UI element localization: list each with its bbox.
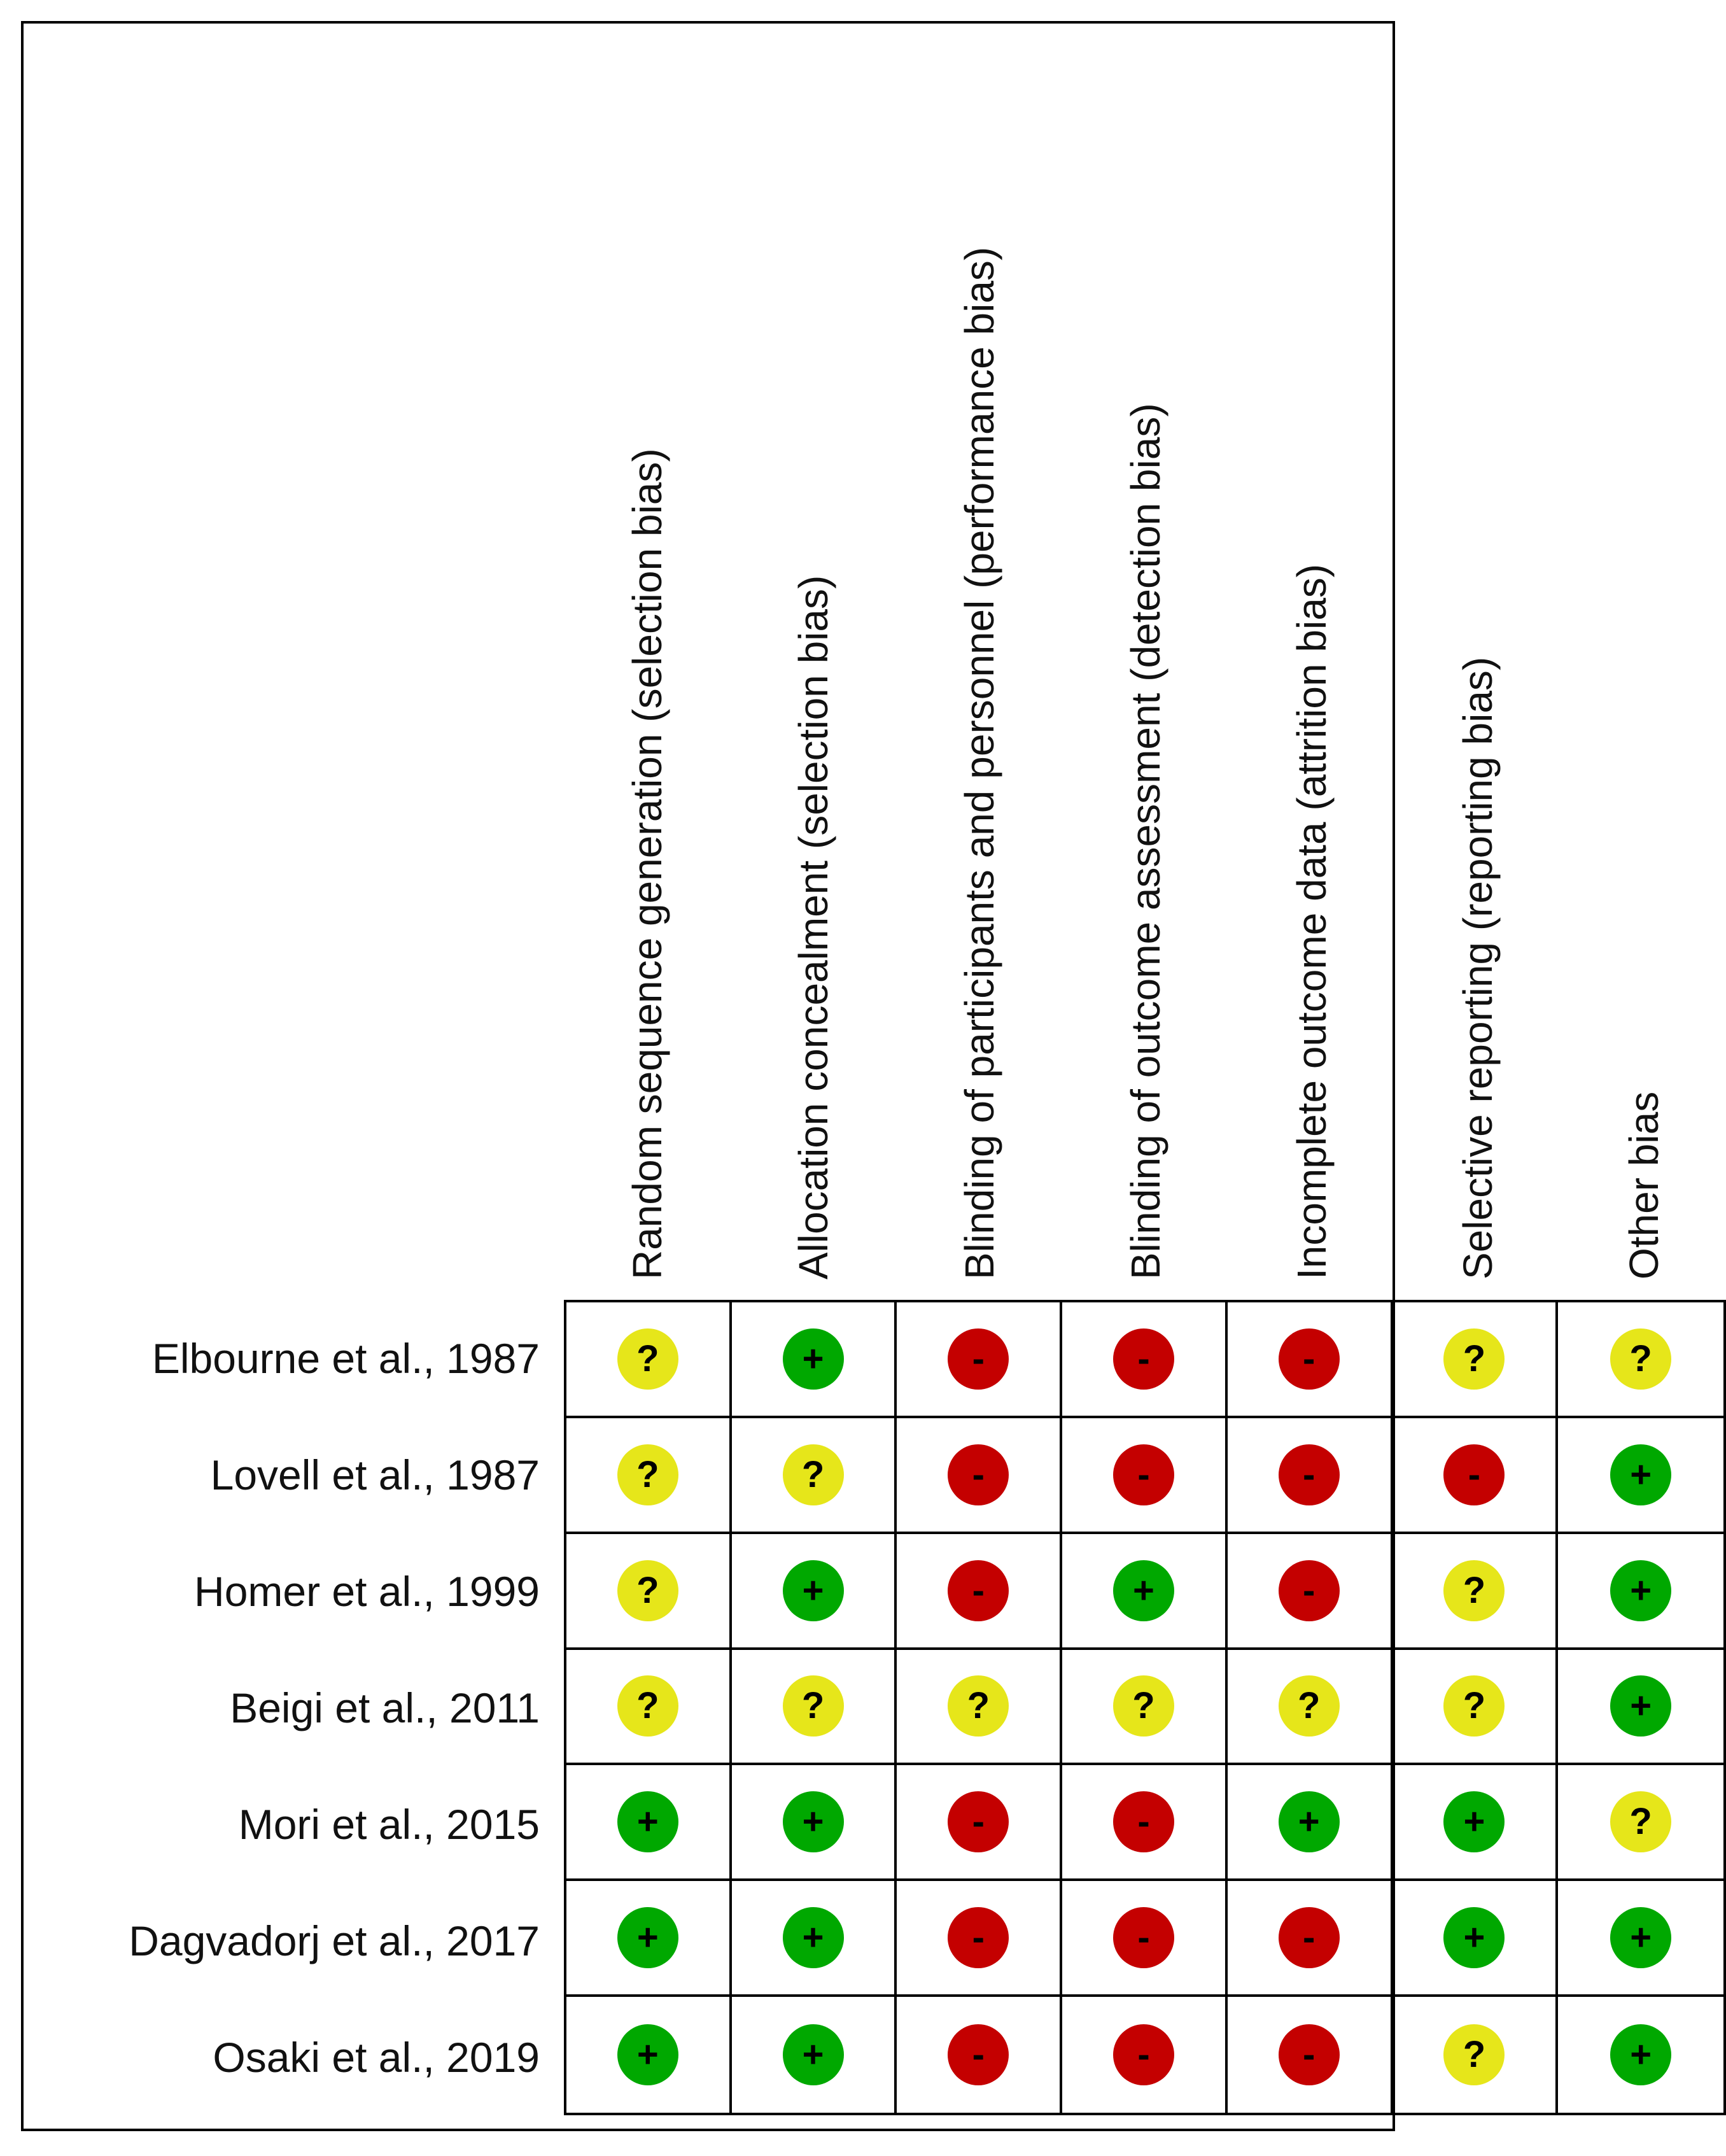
rating-cell bbox=[1062, 1302, 1228, 1418]
rating-symbol: + bbox=[1630, 1569, 1652, 1611]
unclear-risk-icon bbox=[1443, 1675, 1505, 1737]
rating-symbol: - bbox=[972, 1569, 985, 1611]
unclear-risk-icon bbox=[1610, 1328, 1671, 1390]
low-risk-icon bbox=[1443, 1907, 1505, 1968]
rating-cell bbox=[566, 1997, 732, 2113]
high-risk-icon bbox=[1113, 2024, 1174, 2085]
rating-cell bbox=[1062, 1418, 1228, 1534]
rating-cell bbox=[1228, 1765, 1393, 1881]
rating-symbol: - bbox=[1303, 1917, 1316, 1959]
rating-symbol: + bbox=[1630, 1453, 1652, 1495]
rating-symbol: - bbox=[1468, 1453, 1481, 1495]
rating-symbol: + bbox=[636, 1801, 659, 1843]
rating-symbol: + bbox=[636, 1917, 659, 1959]
rating-cell bbox=[1062, 1650, 1228, 1766]
high-risk-icon bbox=[948, 1560, 1009, 1621]
rating-symbol: - bbox=[1303, 1453, 1316, 1495]
rating-symbol: ? bbox=[801, 1685, 825, 1727]
low-risk-icon bbox=[617, 2024, 678, 2085]
rating-symbol: ? bbox=[636, 1453, 659, 1495]
rating-cell bbox=[897, 1418, 1062, 1534]
rating-cell bbox=[1558, 1765, 1723, 1881]
rating-symbol: ? bbox=[636, 1685, 659, 1727]
rating-symbol: ? bbox=[1629, 1337, 1652, 1379]
low-risk-icon bbox=[783, 1791, 844, 1852]
rating-cell bbox=[1228, 1418, 1393, 1534]
unclear-risk-icon bbox=[1443, 1328, 1505, 1390]
high-risk-icon bbox=[948, 2024, 1009, 2085]
rating-cell bbox=[1558, 1302, 1723, 1418]
rating-cell bbox=[1393, 1302, 1559, 1418]
rating-cell bbox=[566, 1534, 732, 1650]
rating-cell bbox=[1393, 1881, 1559, 1997]
column-header: Random sequence generation (selection bias) bbox=[624, 448, 671, 1279]
unclear-risk-icon bbox=[783, 1675, 844, 1737]
high-risk-icon bbox=[1113, 1444, 1174, 1505]
rating-symbol: ? bbox=[636, 1337, 659, 1379]
rating-cell bbox=[1228, 1650, 1393, 1766]
rating-symbol: + bbox=[1463, 1801, 1485, 1843]
rating-cell bbox=[566, 1302, 732, 1418]
rating-cell bbox=[1558, 1881, 1723, 1997]
unclear-risk-icon bbox=[1443, 2024, 1505, 2085]
rating-cell bbox=[1393, 1650, 1559, 1766]
rating-symbol: - bbox=[1303, 1337, 1316, 1379]
high-risk-icon bbox=[948, 1328, 1009, 1390]
low-risk-icon bbox=[783, 1907, 844, 1968]
rating-symbol: ? bbox=[1132, 1685, 1155, 1727]
rating-cell bbox=[732, 1534, 897, 1650]
column-header: Incomplete outcome data (attrition bias) bbox=[1288, 563, 1335, 1279]
study-label: Beigi et al., 2011 bbox=[230, 1684, 540, 1731]
rating-symbol: ? bbox=[1297, 1685, 1321, 1727]
rating-cell bbox=[1062, 1534, 1228, 1650]
column-header: Other bias bbox=[1620, 1091, 1667, 1279]
column-header: Blinding of participants and personnel (performance bias) bbox=[957, 246, 1003, 1279]
rating-symbol: ? bbox=[636, 1569, 659, 1611]
rating-symbol: - bbox=[972, 1453, 985, 1495]
high-risk-icon bbox=[1279, 1444, 1340, 1505]
rating-symbol: ? bbox=[1463, 1569, 1486, 1611]
high-risk-icon bbox=[1443, 1444, 1505, 1505]
study-label: Mori et al., 2015 bbox=[238, 1800, 540, 1848]
rating-cell bbox=[897, 1650, 1062, 1766]
unclear-risk-icon bbox=[783, 1444, 844, 1505]
rating-symbol: - bbox=[972, 2034, 985, 2076]
rating-cell bbox=[1062, 1881, 1228, 1997]
low-risk-icon bbox=[617, 1907, 678, 1968]
low-risk-icon bbox=[1610, 1444, 1671, 1505]
rating-cell bbox=[1228, 1534, 1393, 1650]
column-header: Blinding of outcome assessment (detection bias) bbox=[1123, 403, 1168, 1279]
rating-cell bbox=[732, 1765, 897, 1881]
unclear-risk-icon bbox=[617, 1444, 678, 1505]
rating-cell bbox=[1228, 1997, 1393, 2113]
rating-symbol: + bbox=[802, 1337, 824, 1379]
rating-symbol: ? bbox=[967, 1685, 990, 1727]
rating-cell bbox=[1393, 1534, 1559, 1650]
rating-cell bbox=[566, 1765, 732, 1881]
rating-symbol: - bbox=[1137, 1337, 1150, 1379]
rating-symbol: + bbox=[802, 1569, 824, 1611]
low-risk-icon bbox=[1610, 1907, 1671, 1968]
high-risk-icon bbox=[1113, 1791, 1174, 1852]
rating-symbol: ? bbox=[1629, 1801, 1652, 1843]
rating-symbol: + bbox=[636, 2034, 659, 2076]
rating-cell bbox=[1062, 1765, 1228, 1881]
rating-symbol: + bbox=[802, 1801, 824, 1843]
high-risk-icon bbox=[1113, 1328, 1174, 1390]
rating-cell bbox=[1558, 1534, 1723, 1650]
rating-symbol: - bbox=[1303, 1569, 1316, 1611]
high-risk-icon bbox=[948, 1907, 1009, 1968]
study-label: Dagvadorj et al., 2017 bbox=[129, 1917, 540, 1964]
high-risk-icon bbox=[948, 1791, 1009, 1852]
rating-cell bbox=[566, 1418, 732, 1534]
rating-cell bbox=[1062, 1997, 1228, 2113]
rating-symbol: + bbox=[1133, 1569, 1154, 1611]
low-risk-icon bbox=[1279, 1791, 1340, 1852]
rating-cell bbox=[732, 1650, 897, 1766]
rating-cell bbox=[1393, 1765, 1559, 1881]
low-risk-icon bbox=[783, 1328, 844, 1390]
rating-symbol: - bbox=[1137, 1801, 1150, 1843]
rating-cell bbox=[897, 1302, 1062, 1418]
rating-symbol: - bbox=[1137, 1917, 1150, 1959]
rating-symbol: ? bbox=[1463, 1685, 1486, 1727]
rating-symbol: + bbox=[1463, 1917, 1485, 1959]
study-label: Homer et al., 1999 bbox=[194, 1567, 540, 1615]
rating-cell bbox=[897, 1534, 1062, 1650]
rating-symbol: + bbox=[1630, 1917, 1652, 1959]
low-risk-icon bbox=[1443, 1791, 1505, 1852]
study-label: Lovell et al., 1987 bbox=[210, 1451, 540, 1498]
rating-cell bbox=[1393, 1418, 1559, 1534]
rating-symbol: - bbox=[1137, 2034, 1150, 2076]
low-risk-icon bbox=[1610, 2024, 1671, 2085]
high-risk-icon bbox=[1279, 1328, 1340, 1390]
column-header: Selective reporting (reporting bias) bbox=[1454, 656, 1501, 1279]
unclear-risk-icon bbox=[1610, 1791, 1671, 1852]
high-risk-icon bbox=[1279, 2024, 1340, 2085]
high-risk-icon bbox=[948, 1444, 1009, 1505]
rating-cell bbox=[1558, 1997, 1723, 2113]
rating-symbol: + bbox=[1630, 2034, 1652, 2076]
rating-symbol: + bbox=[802, 1917, 824, 1959]
rating-cell bbox=[732, 1881, 897, 1997]
unclear-risk-icon bbox=[1443, 1560, 1505, 1621]
rating-cell bbox=[1228, 1302, 1393, 1418]
rating-cell bbox=[732, 1302, 897, 1418]
rating-symbol: - bbox=[972, 1801, 985, 1843]
low-risk-icon bbox=[783, 2024, 844, 2085]
rating-symbol: ? bbox=[1463, 1337, 1486, 1379]
rating-cell bbox=[732, 1997, 897, 2113]
rating-symbol: - bbox=[972, 1917, 985, 1959]
rating-cell bbox=[1228, 1881, 1393, 1997]
high-risk-icon bbox=[1279, 1560, 1340, 1621]
study-label: Osaki et al., 2019 bbox=[213, 2033, 540, 2081]
rating-symbol: ? bbox=[1463, 2034, 1486, 2076]
rating-symbol: + bbox=[1630, 1685, 1652, 1727]
unclear-risk-icon bbox=[1113, 1675, 1174, 1737]
unclear-risk-icon bbox=[617, 1560, 678, 1621]
rating-symbol: ? bbox=[801, 1453, 825, 1495]
rating-cell bbox=[1393, 1997, 1559, 2113]
rating-symbol: - bbox=[1137, 1453, 1150, 1495]
unclear-risk-icon bbox=[617, 1675, 678, 1737]
unclear-risk-icon bbox=[1279, 1675, 1340, 1737]
high-risk-icon bbox=[1279, 1907, 1340, 1968]
low-risk-icon bbox=[1610, 1560, 1671, 1621]
high-risk-icon bbox=[1113, 1907, 1174, 1968]
low-risk-icon bbox=[617, 1791, 678, 1852]
risk-of-bias-grid bbox=[564, 1300, 1726, 2115]
rating-cell bbox=[732, 1418, 897, 1534]
low-risk-icon bbox=[1610, 1675, 1671, 1737]
rating-cell bbox=[897, 1881, 1062, 1997]
rating-cell bbox=[566, 1650, 732, 1766]
unclear-risk-icon bbox=[617, 1328, 678, 1390]
low-risk-icon bbox=[783, 1560, 844, 1621]
rating-cell bbox=[897, 1997, 1062, 2113]
rating-symbol: - bbox=[1303, 2034, 1316, 2076]
unclear-risk-icon bbox=[948, 1675, 1009, 1737]
rating-cell bbox=[1558, 1650, 1723, 1766]
rating-symbol: - bbox=[972, 1337, 985, 1379]
rating-cell bbox=[1558, 1418, 1723, 1534]
rating-cell bbox=[897, 1765, 1062, 1881]
rating-cell bbox=[566, 1881, 732, 1997]
rating-symbol: + bbox=[1298, 1801, 1320, 1843]
study-label: Elbourne et al., 1987 bbox=[151, 1334, 540, 1382]
low-risk-icon bbox=[1113, 1560, 1174, 1621]
rating-symbol: + bbox=[802, 2034, 824, 2076]
column-header: Allocation concealment (selection bias) bbox=[790, 575, 837, 1279]
